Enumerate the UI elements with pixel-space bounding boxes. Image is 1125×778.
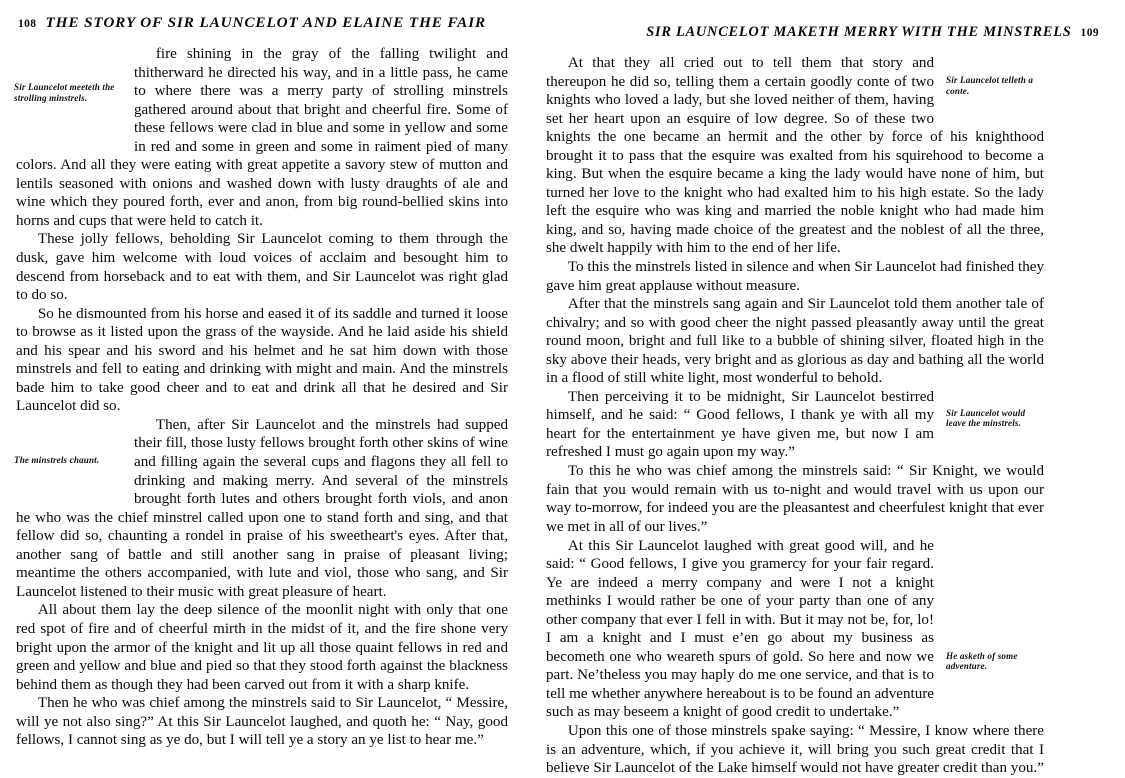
sidenote-would-leave-minstrels: Sir Launcelot would leave the minstrels. xyxy=(946,407,1026,429)
paragraph-right-7: Upon this one of those minstrels spake saying: “ Messire, I know where there is an adventure, which, if you achieve it, will bring you such great credit that I believe Sir Launcelot of the Lake himself would not have greater credit than you.” xyxy=(546,723,1044,777)
running-head-right xyxy=(546,24,1117,41)
paragraph-left-1: fire shining in the gray of the falling twilight and thitherward he directed his way, and in a little pass, he came to where there was a merry party of strolling minstrels gathered around about that bright and cheerful fire. Some of these fellows were clad in blue and some in yellow and some in red and some in green and some in raiment pied of many colors. And all they were eating with great appetite a savory stew of mutton and lentils seasoned with onions and washed down with lusty draughts of ale and wine which they poured forth, ever and anon, from big round-bellied skins into horns and cups that were held to catch it. xyxy=(16,46,508,229)
folio-number-left: 108 xyxy=(18,18,37,30)
paragraph-left-5: All about them lay the deep silence of the moonlit night with only that one red spot of fire and of cheerful mirth in the midst of it, and the fire shone very bright upon the armor of the knight and lit up all those quaint fellows in red and green and yellow and blue and pied so that they stood forth against the blackness behind them as though they had been carved out from it with a sharp knife. xyxy=(16,602,508,693)
paragraph-right-3: After that the minstrels sang again and Sir Launcelot told them another tale of chivalry; and so with good cheer the night passed pleasantly away until the great round moon, bright and full like to a bubble of shining silver, floated high in the sky above their heads, very bright and as glorious as day and bathing all the world in a flood of still white light, most wonderful to behold. xyxy=(546,296,1044,387)
paragraph-right-5: To this he who was chief among the minstrels said: “ Sir Knight, we would fain that you would remain with us to-night and would travel with us upon our way to-morrow, for indeed you are the pleasantest and cheerfulest knight that ever we met in all of our lives.” xyxy=(546,463,1044,535)
paragraph-right-4: Then perceiving it to be midnight, Sir Launcelot bestirred himself, and he said: “ Good fellows, I thank ye with all my heart for the entertainment ye have given me, but now I am refreshed I must go again upon my way.” xyxy=(546,388,934,461)
paragraph-right-1: At that they all cried out to tell them that story and thereupon he did so, telling them a certain goodly conte of two knights who loved a lady, but she loved neither of them, having set her heart upon an esquire of low degree. So of these two knights the one became an hermit and the other by force of his knighthood brought it to pass that the esquire was exalted from his squirehood to become a king. But when the esquire became a king the lady would have none of him, but turned her love to the knight who had exalted him to his high estate. So the lady left the esquire who was king and married the noble knight who had made him king, and so, having made choice of the greatest and the noblest of all the three, she dwelt happily with him to the end of her life. xyxy=(546,55,1044,257)
paragraph-block-r4 xyxy=(546,388,1044,463)
paragraph-block-r6 xyxy=(546,537,1044,722)
paragraph-right-2: To this the minstrels listed in silence and when Sir Launcelot had finished they gave him great applause without measure. xyxy=(546,259,1044,294)
body-column-right xyxy=(546,54,1044,778)
page-left xyxy=(0,0,530,749)
running-head-title-left: THE STORY OF SIR LAUNCELOT AND ELAINE THE FAIR xyxy=(45,14,487,31)
sidenote-meeteth-minstrels: Sir Launcelot meeteth the strolling minstrels. xyxy=(14,82,115,103)
paragraph-right-6: At this Sir Launcelot laughed with great good will, and he said: “ Good fellows, I give you gramercy for your fair regard. Ye are indeed a merry company and were I not a knight methinks I would rather be one of your party than one of any other company that ever I fell in with. But it may not be, for, lo! I am a knight and I must e’en go about my business as becometh one who weareth spurs of gold. So here and now we part. Ne’theless you may haply do me one service, and that is to tell me whether anywhere hereabout is to be found an adventure such as may beseem a knight of good credit to undertake.” xyxy=(546,537,934,721)
body-column-left xyxy=(16,45,508,750)
paragraph-block-4 xyxy=(16,416,508,601)
paragraph-left-6: Then he who was chief among the minstrels said to Sir Launcelot, “ Messire, will ye not also sing?” At this Sir Launcelot laughed, and quoth he: “ Nay, good fellows, I cannot sing as ye do, but I will tell ye a story an ye list to hear me.” xyxy=(16,695,508,749)
page-right xyxy=(530,0,1125,777)
sidenote-minstrels-chaunt: The minstrels chaunt. xyxy=(14,454,100,465)
folio-number-right: 109 xyxy=(1080,27,1099,39)
sidenote-telleth-a-conte: Sir Launcelot telleth a conte. xyxy=(946,75,1034,96)
running-head-title-right: SIR LAUNCELOT MAKETH MERRY WITH THE MINSTRELS xyxy=(646,24,1072,40)
paragraph-left-3: So he dismounted from his horse and eased it of its saddle and turned it loose to browse as it listed upon the grass of the wayside. And he laid aside his shield and his spear and his sword and his helmet and he sat him down with those minstrels and fell to eating and drinking with might and main. And the minstrels bade him to take good cheer and to eat and drink all that he desired and Sir Launcelot did so. xyxy=(16,305,508,415)
paragraph-block-1 xyxy=(16,45,508,230)
sidenote-asketh-adventure: He asketh of some adventure. xyxy=(946,650,1018,672)
paragraph-left-4: Then, after Sir Launcelot and the minstrels had supped their fill, those lusty fellows brought forth other skins of wine and filling again the several cups and flagons they all fell to drinking and making merry. And several of the minstrels brought forth lutes and others brought forth viols, and anon he who was the chief minstrel called upon one to stand forth and sing, and that fellow did so, chaunting a rondel in praise of his sweetheart's eyes. After that, another sang of battle and still another sang in praise of pleasant living; meantime the others accompanied, with lute and viol, those who sang, and Sir Launcelot listened to their music with great pleasure of heart. xyxy=(16,416,508,600)
paragraph-block-r1 xyxy=(546,54,1044,258)
paragraph-left-2: These jolly fellows, beholding Sir Launcelot coming to them through the dusk, gave him welcome with loud voices of acclaim and besought him to descend from horseback and to eat with them, and Sir Launcelot was right glad to do so. xyxy=(16,231,508,304)
running-head-left xyxy=(16,14,516,32)
